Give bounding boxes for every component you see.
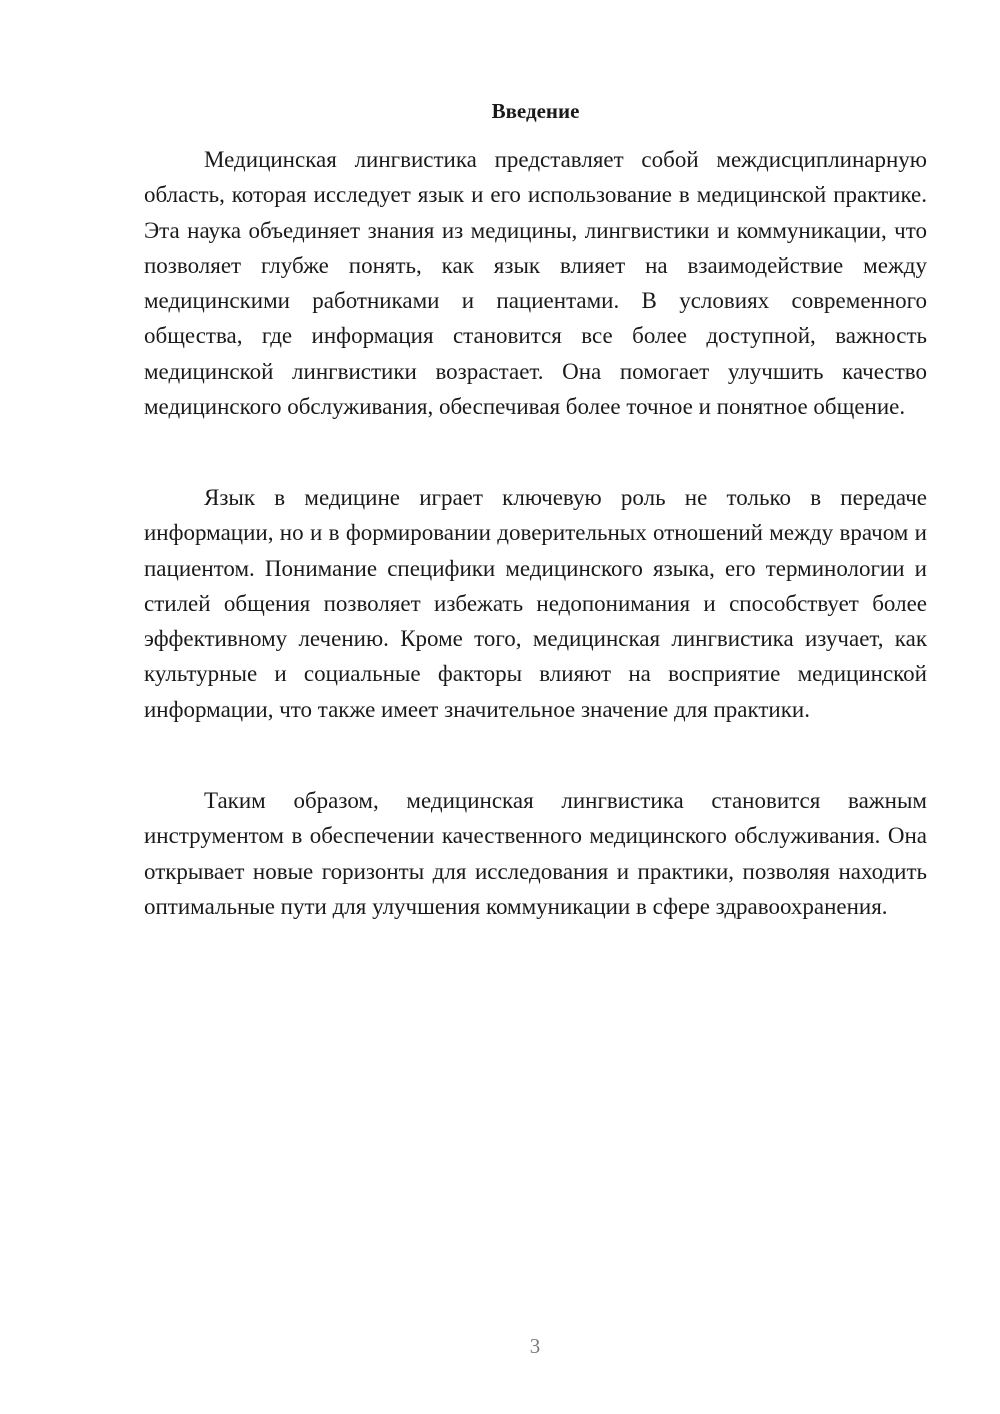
- paragraph-intro: Медицинская лингвистика представляет собой междисциплинарную область, которая исследует язык и его использование в медицинской практике. Эта наука объединяет знания из медицины, лингвистики и коммуникации, что позволяет глубже понять, как язык влияет на взаимодействие между медицинскими работниками и пациентами. В условиях современного общества, где информация становится все более доступной, важность медицинской лингвистики возрастает. Она помогает улучшить качество медицинского обслуживания, обеспечивая более точное и понятное общение.: [144, 147, 927, 420]
- paragraph-conclusion: Таким образом, медицинская лингвистика становится важным инструментом в обеспечении качественного медицинского обслуживания. Она открывает новые горизонты для исследования и практики, позволяя находить оптимальные пути для улучшения коммуникации в сфере здравоохранения.: [144, 788, 927, 919]
- paragraph-language-role: Язык в медицине играет ключевую роль не только в передаче информации, но и в формировании доверительных отношений между врачом и пациентом. Понимание специфики медицинского языка, его терминологии и стилей общения позволяет избежать недопонимания и способствует более эффективному лечению. Кроме того, медицинская лингвистика изучает, как культурные и социальные факторы влияют на восприятие медицинской информации, что также имеет значительное значение для практики.: [144, 485, 927, 722]
- page-number: 3: [529, 1334, 541, 1358]
- page-title: Введение: [491, 99, 580, 123]
